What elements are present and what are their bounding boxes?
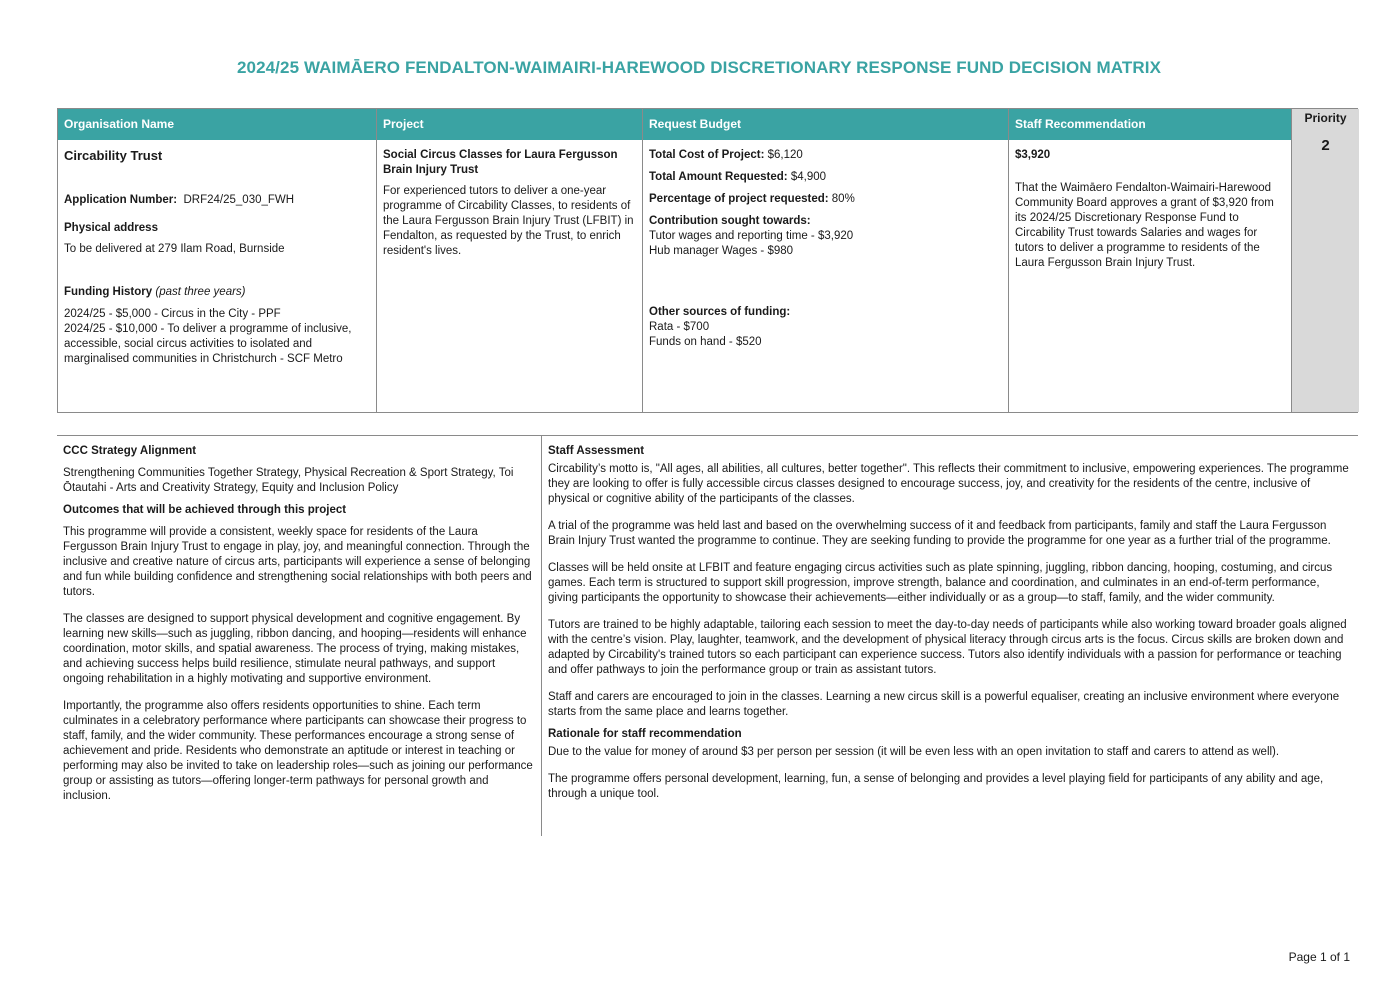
other-funding-item: Funds on hand - $520 [649, 336, 762, 348]
assessment-paragraph: Staff and carers are encouraged to join in the classes. Learning a new circus skill is a powerful equaliser, creating an inclusive environment where everyone starts from the same place and learns together. [548, 691, 1340, 718]
total-requested-value: $4,900 [790, 171, 827, 183]
contribution-item: Tutor wages and reporting time - $3,920 [649, 230, 854, 242]
strategy-heading: CCC Strategy Alignment [63, 445, 197, 457]
project-description: For experienced tutors to deliver a one-year programme of Circability Classes, to residents of the Laura Fergusson Brain Injury Trust (LFBIT) in Fendalton, as requested by the Trust, to enrich resident's lives. [383, 185, 634, 257]
outcome-paragraph: This programme will provide a consistent, weekly space for residents of the Laura Fergusson Brain Injury Trust to engage in play, joy, and meaningful connection. Through the inclusive and creative nature of circus arts, participants will experience a sense of belonging and fun while building confidence and strengthening social relationships with both peers and tutors. [63, 526, 532, 598]
physical-address: To be delivered at 279 Ilam Road, Burnside [64, 243, 285, 255]
application-number-label: Application Number: [64, 194, 178, 206]
funding-history-item: 2024/25 - $10,000 - To deliver a programme of inclusive, accessible, social circus activities to isolated and marginalised communities in Christchurch - SCF Metro [64, 323, 352, 365]
staff-recommendation-column [1009, 109, 1292, 412]
recommended-amount: $3,920 [1015, 149, 1051, 161]
assessment-section [57, 435, 1358, 835]
assessment-paragraph: Classes will be held onsite at LFBIT and feature engaging circus activities such as plate spinning, juggling, ribbon dancing, hooping, costuming, and circus games. Each term is structured to support skill progression, improve strength, balance and coordination, and culminates in an end-of-term performance, giving participants the opportunity to showcase their achievements—either individually or as a group—to staff, family, and the wider community. [548, 562, 1333, 604]
priority-column [1292, 109, 1359, 412]
funding-history-item: 2024/25 - $5,000 - Circus in the City - PPF [64, 308, 281, 320]
outcomes-heading: Outcomes that will be achieved through this project [63, 504, 347, 516]
rationale-paragraph: Due to the value for money of around $3 per person per session (it will be even less with an open invitation to staff and carers to attend as well). [548, 746, 1280, 758]
percentage-value: 80% [831, 193, 855, 205]
assessment-paragraph: Circability’s motto is, "All ages, all abilities, all cultures, better together". This reflects their commitment to inclusive, empowering experiences. The programme they are looking to offer is fully accessible circus classes designed to encourage success, joy, and creativity for the residents of the centre, inclusive of physical or cognitive ability of the participants of the classes. [548, 463, 1349, 505]
header-request-budget: Request Budget [643, 109, 1008, 140]
project-name: Social Circus Classes for Laura Fergusson Brain Injury Trust [383, 149, 618, 176]
percentage-label: Percentage of project requested: [649, 193, 829, 205]
funding-history-note: (past three years) [155, 286, 246, 298]
page-title: 2024/25 WAIMĀERO FENDALTON-WAIMAIRI-HAREWOOD DISCRETIONARY RESPONSE FUND DECISION MATRIX [236, 58, 1162, 77]
priority-value: 2 [1321, 137, 1330, 154]
rationale-paragraph: The programme offers personal development, learning, fun, a sense of belonging and provides a level playing field for participants of any ability and age, through a unique tool. [548, 773, 1324, 800]
recommendation-text: That the Waimāero Fendalton-Waimairi-Harewood Community Board approves a grant of $3,920 from its 2024/25 Discretionary Response Fund to Circability Trust towards Salaries and wages for tutors to deliver a programme to residents of the Laura Fergusson Brain Injury Trust. [1015, 182, 1274, 269]
organisation-name: Circability Trust [64, 148, 163, 163]
organisation-column [58, 109, 377, 412]
assessment-paragraph: A trial of the programme was held last and based on the overwhelming success of it and feedback from participants, family and staff the Laura Fergusson Brain Injury Trust wanted the programme to continue. They are seeking funding to provide the programme for one year as a further trial of the programme. [548, 520, 1331, 547]
outcome-paragraph: The classes are designed to support physical development and cognitive engagement. By learning new skills—such as juggling, ribbon dancing, and hooping—residents will enhance coordination, motor skills, and spatial awareness. The process of trying, making mistakes, and achieving success helps build resilience, stimulate neural pathways, and support ongoing rehabilitation in a highly motivating and supportive environment. [63, 613, 527, 685]
staff-assessment-column [542, 436, 1358, 810]
rationale-heading: Rationale for staff recommendation [548, 728, 742, 740]
header-project: Project [377, 109, 642, 140]
strategy-text: Strengthening Communities Together Strategy, Physical Recreation & Sport Strategy, Toi Ōtautahi - Arts and Creativity Strategy, Equity and Inclusion Policy [63, 467, 514, 494]
header-organisation-name: Organisation Name [58, 109, 376, 140]
decision-matrix-table [57, 108, 1358, 413]
project-column [377, 109, 643, 412]
assessment-paragraph: Tutors are trained to be highly adaptable, tailoring each session to meet the day-to-day needs of participants while also working toward broader goals aligned with the centre’s vision. Play, laughter, teamwork, and the development of physical literacy through circus arts is the focus. Circus skills are broken down and adapted by Circability's trained tutors so each participant can experience success. Tutors also identify individuals with a passion for performance or teaching and offer pathways to join the performance group or train as assistant tutors. [548, 619, 1347, 676]
page-number: Page 1 of 1 [1288, 950, 1350, 964]
strategy-column [57, 436, 542, 836]
other-funding-item: Rata - $700 [649, 321, 710, 333]
header-priority: Priority [1304, 111, 1347, 125]
total-cost-label: Total Cost of Project: [649, 149, 765, 161]
total-cost-value: $6,120 [767, 149, 803, 161]
outcome-paragraph: Importantly, the programme also offers residents opportunities to shine. Each term culminates in a celebratory performance where participants can showcase their progress to staff, family, and the wider community. These performances encourage a strong sense of achievement and pride. Residents who demonstrate an aptitude or interest in teaching or performing may also be invited to take on leadership roles—such as joining our performance group or assisting as tutors—offering longer-term pathways for personal growth and inclusion. [63, 700, 533, 802]
budget-column [643, 109, 1009, 412]
contribution-item: Hub manager Wages - $980 [649, 245, 794, 257]
contribution-label: Contribution sought towards: [649, 215, 811, 227]
physical-address-label: Physical address [64, 222, 158, 234]
total-requested-label: Total Amount Requested: [649, 171, 788, 183]
header-staff-recommendation: Staff Recommendation [1009, 109, 1291, 140]
application-number: DRF24/25_030_FWH [183, 194, 295, 206]
other-funding-label: Other sources of funding: [649, 306, 791, 318]
funding-history-label: Funding History [64, 286, 153, 298]
staff-assessment-heading: Staff Assessment [548, 445, 645, 457]
